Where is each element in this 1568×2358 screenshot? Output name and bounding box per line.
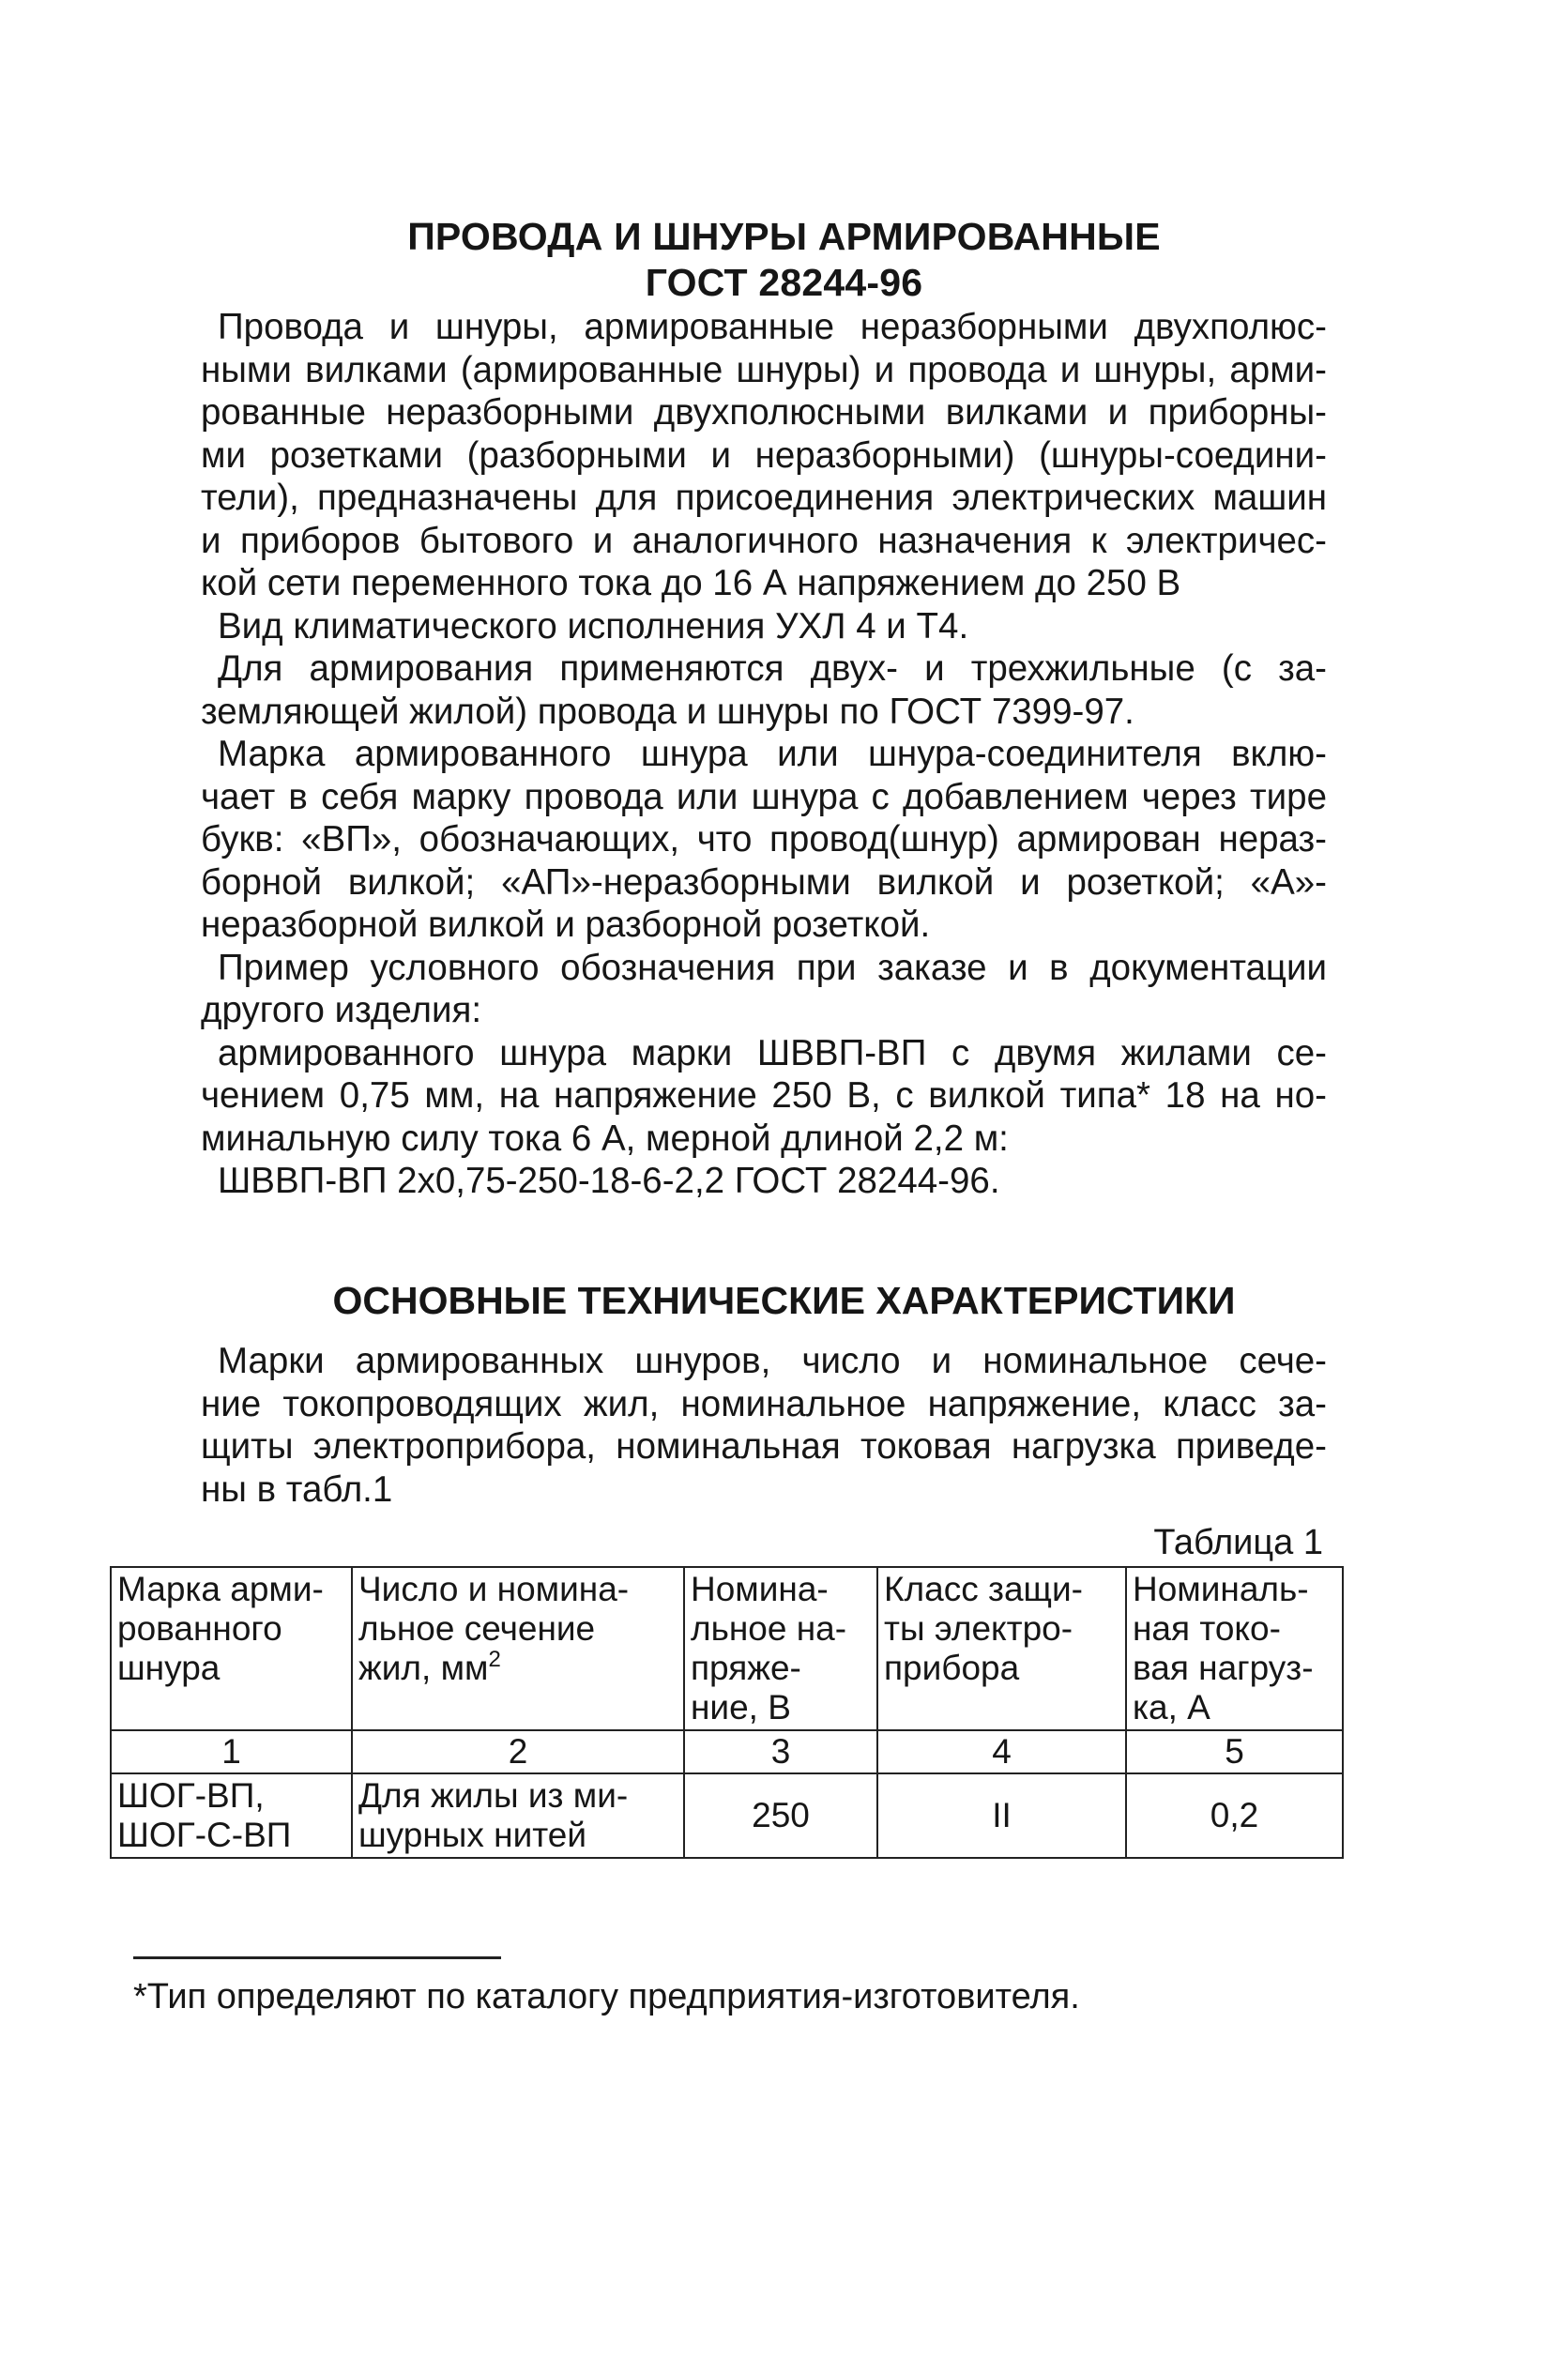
text-line: ние токопроводящих жил, номинальное напряжение, класс за- — [201, 1383, 1327, 1424]
table-column-number-row — [111, 1730, 1343, 1773]
paragraph-wires — [201, 647, 1327, 733]
text-line: Провода и шнуры, армированные неразборными двухполюс- — [218, 307, 1327, 347]
text-line: ми розетками (разборными и неразборными) (шнуры-соедини- — [201, 434, 1327, 476]
text-line: чает в себя марку провода или шнура с добавлением через тире — [201, 776, 1327, 817]
document-title: ПРОВОДА И ШНУРЫ АРМИРОВАННЫЕ — [407, 215, 1161, 258]
header-cell-section: Число и номина- льное сечение жил, $мм^2$ — [352, 1567, 684, 1730]
cell-section: Для жилы из ми- шурных нитей — [352, 1773, 684, 1858]
text-line: Для армирования применяются двух- и трехжильные (с за- — [218, 648, 1327, 689]
cell-protection-class: II — [877, 1773, 1126, 1858]
text-line: Вид климатического исполнения УХЛ 4 и Т4. — [218, 605, 969, 647]
text-line: земляющей жилой) провода и шнуры по ГОСТ 7399-97. — [201, 691, 1134, 732]
footnote: *Тип определяют по каталогу предприятия-изготовителя. — [133, 1977, 1080, 2016]
spec-table — [110, 1566, 1344, 1859]
section-heading: ОСНОВНЫЕ ТЕХНИЧЕСКИЕ ХАРАКТЕРИСТИКИ — [332, 1279, 1236, 1322]
cell-voltage: 250 — [684, 1773, 877, 1858]
document-standard: ГОСТ 28244-96 — [645, 261, 923, 304]
footnote-divider — [133, 1956, 501, 1959]
paragraph-designation — [201, 1160, 1327, 1203]
table-row — [111, 1773, 1343, 1858]
text-line: армированного шнура марки ШВВП-ВП с двумя жилами се- — [218, 1032, 1327, 1073]
paragraph-example-detail — [201, 1032, 1327, 1161]
text-line: ны в табл.1 — [201, 1468, 393, 1510]
text-line: неразборной вилкой и разборной розеткой. — [201, 905, 931, 945]
paragraph-climate — [201, 605, 1327, 648]
text-line: Марки армированных шнуров, число и номинальное сече- — [218, 1341, 1327, 1381]
cell-mark: ШОГ-ВП, ШОГ-С-ВП — [111, 1773, 352, 1858]
text-line: ными вилками (армированные шнуры) и провода и шнуры, арми- — [201, 349, 1327, 390]
column-number: 5 — [1126, 1730, 1343, 1773]
intro-text — [201, 306, 1327, 1203]
text-line: и приборов бытового и аналогичного назначения к электричес- — [201, 520, 1327, 561]
text-line: рованные неразборными двухполюсными вилками и приборны- — [201, 392, 1327, 433]
superscript: 2 — [488, 1647, 501, 1672]
header-cell-voltage: Номина- льное на- пряже- ние, В — [684, 1567, 877, 1730]
text-line: Пример условного обозначения при заказе и в документации — [218, 947, 1327, 988]
text-line: минальную силу тока 6 А, мерной длиной 2,2 м: — [201, 1118, 1009, 1159]
text-line: щиты электроприбора, номинальная токовая нагрузка приведе- — [201, 1426, 1327, 1467]
table-caption: Таблица 1 — [1153, 1523, 1323, 1562]
designation-example: ШВВП-ВП 2х0,75-250-18-6-2,2 ГОСТ 28244-96. — [218, 1161, 1000, 1201]
text-line: букв: «ВП», обозначающих, что провод(шнур) армирован нераз- — [201, 819, 1327, 860]
column-number: 2 — [352, 1730, 684, 1773]
text-line: кой сети переменного тока до 16 А напряжением до 250 В — [201, 563, 1181, 603]
text-line: чением 0,75 мм, на напряжение 250 В, с вилкой типа* 18 на но- — [201, 1075, 1327, 1116]
paragraph-purpose — [201, 306, 1327, 605]
cell-current: 0,2 — [1126, 1773, 1343, 1858]
column-number: 3 — [684, 1730, 877, 1773]
column-number: 1 — [111, 1730, 352, 1773]
paragraph-marking — [201, 733, 1327, 947]
text-line: тели), предназначены для присоединения электрических машин — [201, 478, 1327, 518]
text-line: Марка армированного шнура или шнура-соединителя вклю- — [218, 734, 1327, 774]
header-cell-mark: Марка арми- рованного шнура — [111, 1567, 352, 1730]
text-line: другого изделия: — [201, 990, 482, 1030]
text-line: борной вилкой; «АП»-неразборными вилкой и розеткой; «А»- — [201, 861, 1327, 903]
section-text — [201, 1340, 1327, 1511]
header-cell-current: Номиналь- ная токо- вая нагруз- ка, А — [1126, 1567, 1343, 1730]
paragraph-example — [201, 947, 1327, 1032]
table-header-row — [111, 1567, 1343, 1730]
paragraph-table-intro — [201, 1340, 1327, 1511]
header-cell-protection: Класс защи- ты электро- прибора — [877, 1567, 1126, 1730]
column-number: 4 — [877, 1730, 1126, 1773]
